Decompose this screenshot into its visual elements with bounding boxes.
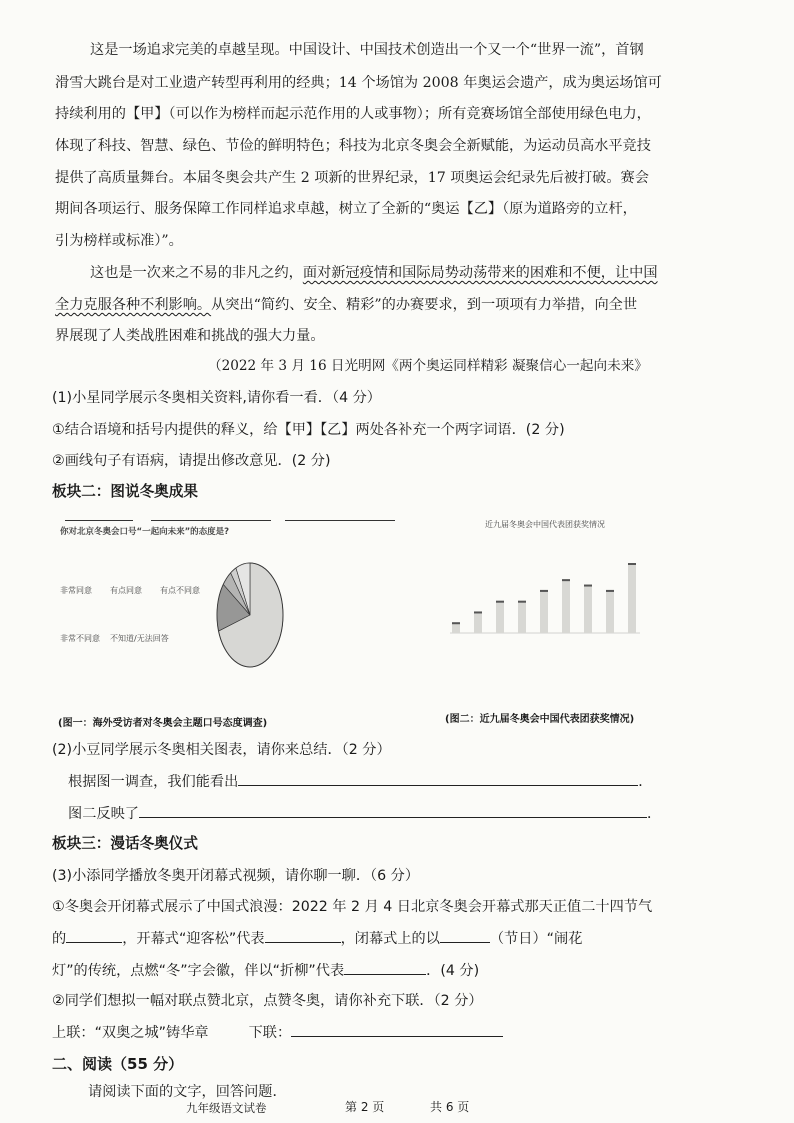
passage-line-8: 这也是一次来之不易的非凡之约，面对新冠疫情和国际局势动荡带来的困难和不便，让中国: [90, 265, 658, 281]
bar: [496, 601, 504, 633]
bar: [628, 563, 636, 633]
passage-source: （2022 年 3 月 16 日光明网《两个奥运同样精彩 凝聚信心一起向未来》: [208, 358, 648, 374]
figure-1-legend-item: 不知道/无法回答: [110, 634, 169, 643]
question-1-a: ①结合语境和括号内提供的释义，给【甲】【乙】两处各补充一个两字词语．(2 分): [52, 422, 565, 438]
figure-1-top-rule-right: [285, 520, 395, 521]
figure-1-top-rule-left: [65, 520, 133, 521]
figure-1-legend-item: 有点不同意: [160, 586, 200, 595]
question-3-a-line-1: ①冬奥会开闭幕式展示了中国式浪漫：2022 年 2 月 4 日北京冬奥会开幕式那天正值二十四节气: [52, 899, 653, 915]
figure-1-caption: (图一：海外受访者对冬奥会主题口号态度调查): [58, 718, 268, 729]
question-2-b: 图二反映了 ．: [68, 803, 661, 824]
passage-line-4: 体现了科技、智慧、绿色、节俭的鲜明特色；科技为北京冬奥会全新赋能，为运动员高水平竞技: [55, 138, 651, 154]
figure-1-pie-chart: [215, 560, 285, 670]
figure-2-title: 近九届冬奥会中国代表团获奖情况: [485, 520, 605, 529]
question-1-b: ②画线句子有语病，请提出修改意见．(2 分): [52, 453, 331, 469]
figure-2-caption: (图二：近九届冬奥会中国代表团获奖情况): [445, 714, 635, 725]
bar: [584, 585, 592, 633]
question-3-a-line-3: 灯”的传统，点燃“冬”字会徽，伴以“折柳”代表 ．(4 分): [52, 960, 479, 981]
question-1: (1)小星同学展示冬奥相关资料,请你看一看．（4 分）: [52, 390, 381, 406]
bar-top-mark: [496, 601, 504, 603]
bar-top-mark: [584, 585, 592, 587]
underlined-sentence-part-1: 面对新冠疫情和国际局势动荡带来的困难和不便，让中国: [302, 265, 658, 281]
passage-line-5: 提供了高质量舞台。本届冬奥会共产生 2 项新的世界纪录，17 项奥运会纪录先后被打破。赛会: [55, 170, 649, 186]
answer-blank-couplet[interactable]: [291, 1022, 503, 1037]
question-3: (3)小添同学播放冬奥开闭幕式视频，请你聊一聊．（6 分）: [52, 868, 420, 884]
bar-top-mark: [452, 622, 460, 624]
passage-line-1: 这是一场追求完美的卓越呈现。中国设计、中国技术创造出一个又一个“世界一流”，首钢: [90, 42, 644, 58]
section-3-heading: 板块三：漫话冬奥仪式: [52, 835, 198, 852]
bar-top-mark: [628, 563, 636, 565]
bar-top-mark: [562, 579, 570, 581]
passage-line-6: 期间各项运行、服务保障工作同样追求卓越，树立了全新的“奥运【乙】（原为道路旁的立杆，: [55, 201, 637, 217]
reading-instruction: 请阅读下面的文字，回答问题．: [88, 1084, 287, 1100]
bar-top-mark: [518, 601, 526, 603]
answer-blank-willow[interactable]: [344, 960, 426, 975]
answer-blank-solar-term[interactable]: [66, 928, 122, 943]
answer-blank-2b[interactable]: [139, 803, 647, 818]
underlined-sentence-part-2: 全力克服各种不利影响。: [55, 297, 212, 313]
figure-1-top-rule-mid: [151, 520, 271, 521]
couplet-line: [52, 1022, 503, 1043]
section-2-heading: 板块二：图说冬奥成果: [52, 483, 198, 500]
passage-line-10: 界展现了人类战胜困难和挑战的强大力量。: [55, 328, 325, 344]
bar: [540, 590, 548, 633]
couplet-upper: 上联：“双奥之城”铸华章: [52, 1025, 209, 1041]
figure-2: [430, 520, 760, 700]
footer-subject: 九年级语文试卷: [186, 1101, 267, 1115]
passage-line-3: 持续利用的【甲】（可以作为榜样而起示范作用的人或事物）；所有竞赛场馆全部使用绿色电力，: [55, 106, 651, 122]
part-2-heading: 二、阅读（55 分）: [52, 1055, 184, 1073]
bar-top-mark: [540, 590, 548, 592]
question-3-a-line-2: 的 ，开幕式“迎客松”代表 ，闭幕式上的以 （节日）“闹花: [52, 928, 582, 949]
figure-1-title: 你对北京冬奥会口号“一起向未来”的态度是?: [60, 527, 230, 537]
passage-line-9: 全力克服各种不利影响。从突出“简约、安全、精彩”的办赛要求，到一项项有力举措，向全世: [55, 297, 638, 313]
couplet-lower-label: 下联：: [248, 1025, 292, 1041]
bar-top-mark: [474, 611, 482, 613]
question-2-a: 根据图一调查，我们能看出 ．: [68, 771, 652, 792]
bar: [562, 579, 570, 633]
passage-line-2: 滑雪大跳台是对工业遗产转型再利用的经典；14 个场馆为 2008 年奥运会遗产，成为奥运场馆可: [55, 75, 662, 91]
footer-page: 第 2 页: [345, 1100, 385, 1114]
answer-blank-welcome-pine[interactable]: [265, 928, 341, 943]
answer-blank-2a[interactable]: [238, 771, 638, 786]
figure-1-legend-item: 有点同意: [110, 586, 142, 595]
figure-2-bar-chart: [430, 555, 650, 645]
passage-line-7: 引为榜样或标准）”。: [55, 233, 183, 249]
figure-1-legend-item: 非常不同意: [60, 634, 100, 643]
figure-1-legend-item: 非常同意: [60, 586, 92, 595]
bar-top-mark: [606, 590, 614, 592]
bar: [518, 601, 526, 633]
question-3-b: ②同学们想拟一幅对联点赞北京，点赞冬奥，请你补充下联．（2 分）: [52, 993, 483, 1009]
answer-blank-festival[interactable]: [440, 928, 490, 943]
bar: [474, 611, 482, 633]
footer-total: 共 6 页: [430, 1100, 470, 1114]
bar: [606, 590, 614, 633]
figure-1: [55, 518, 405, 698]
question-2: (2)小豆同学展示冬奥相关图表，请你来总结．（2 分）: [52, 742, 391, 758]
